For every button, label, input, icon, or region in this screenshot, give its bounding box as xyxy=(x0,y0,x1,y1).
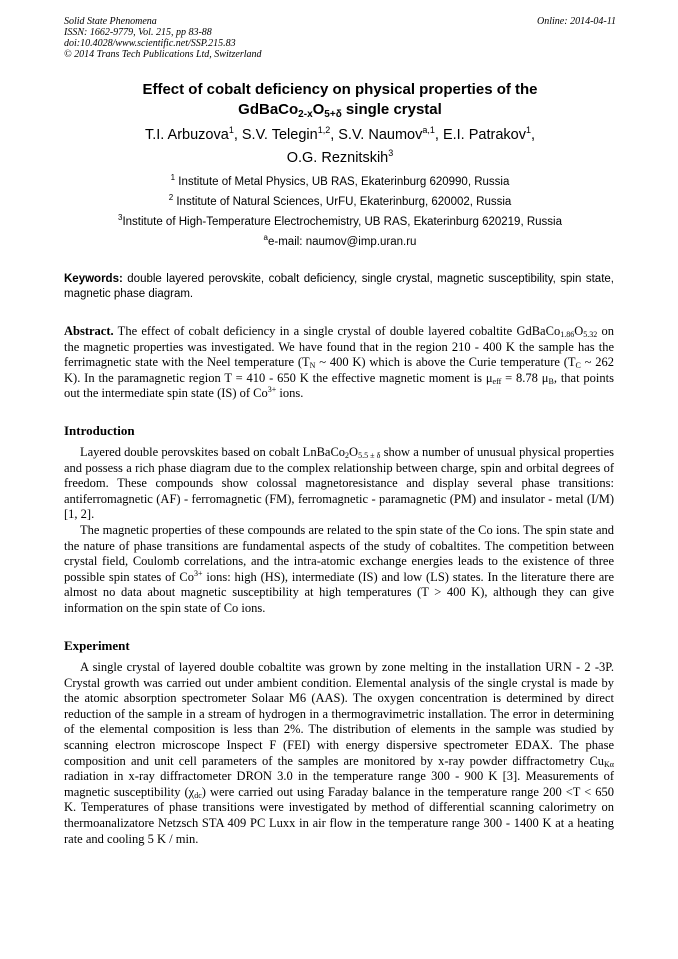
text-run: The effect of cobalt deficiency in a single crystal of double layered cobaltite GdBaCo xyxy=(113,324,561,338)
affiliation-3 xyxy=(64,212,616,232)
subscript: N xyxy=(309,361,316,371)
text-run: = 8.78 μ xyxy=(501,370,549,385)
title-end: single crystal xyxy=(341,101,442,118)
experiment-paragraph xyxy=(64,660,614,847)
experiment-heading: Experiment xyxy=(64,638,130,653)
keywords-block xyxy=(64,272,614,302)
issn: ISSN: 1662-9779, Vol. 215, pp 83-88 xyxy=(64,27,212,38)
text-run: , that points out the intermediate spin state (IS) of Co xyxy=(64,370,614,401)
affil-mark: 3 xyxy=(118,213,123,222)
text-run: O xyxy=(574,324,584,338)
formula-part: O xyxy=(312,101,325,118)
affiliation-2 xyxy=(64,192,616,212)
author-affil-mark: a,1 xyxy=(422,125,435,135)
affil-text: Institute of High-Temperature Electrochemistry, UB RAS, Ekaterinburg 620219, Russia xyxy=(122,216,562,228)
text-run: radiation in x-ray diffractometer DRON 3.0 in the temperature range 300 - 900 K [3]. Measurements of magnetic susceptibility (χ xyxy=(64,769,614,799)
text-run: A single crystal of layered double cobaltite was grown by zone melting in the installation URN - 2 -3P. Crystal growth was carried out under ambient condition. Elemental analysis of the single crystal is made by the atomic absorption spectrometer Solaar M6 (AAS). The oxygen concentration is determined by direct reduction of the sample in a stream of hydrogen in a thermogravimetric installation. The error in determining of the elemental composition is less than 2%. The distribution of elements in the sample was studied by scanning electron microscope Inspect F (FEI) with energy dispersive spectrometer EDAX. The phase composition and unit cell parameters of the samples are monitored by x-ray powder diffractometry Cu xyxy=(64,660,614,768)
author-name: O.G. Reznitskih xyxy=(286,150,389,166)
text-run: The magnetic properties of these compounds are related to the spin state of the Co ions. The spin state and the nature of phase transitions are fundamental aspects of the study of cobaltites. The competition between crystal field, Coulomb correlations, and the intra-atomic exchange energies leads to the existence of three possible spin states of Co xyxy=(64,522,614,584)
journal-name: Solid State Phenomena xyxy=(64,16,157,27)
authors-line-1: T.I. Arbuzova$^1$, S.V. Telegin$^{1,2}$, S.V. Naumov$^{a,1}$, E.I. Patrakov$^1$, xyxy=(144,125,535,143)
authors-line-2 xyxy=(64,147,616,170)
abstract-paragraph xyxy=(64,324,614,402)
abstract-label: Abstract. xyxy=(64,324,114,338)
keywords-label: Keywords: xyxy=(64,273,123,285)
author-affil-mark: 3 xyxy=(388,148,394,158)
subscript: 2 xyxy=(345,451,350,460)
text-run: ~ 262 K). In the paramagnetic region T = 410 - 650 K the effective magnetic moment is μ xyxy=(64,355,614,385)
author-name: E.I. Patrakov xyxy=(442,127,526,143)
online-date: Online: 2014-04-11 xyxy=(537,16,616,27)
subscript: 5.5 ± δ xyxy=(358,451,381,460)
text-run: ions. xyxy=(276,386,304,401)
subscript: C xyxy=(575,361,581,371)
intro-paragraph-2 xyxy=(64,523,614,617)
subscript: Kα xyxy=(604,759,614,769)
doi: doi:10.4028/www.scientific.net/SSP.215.83 xyxy=(64,38,236,49)
affiliations xyxy=(64,172,616,252)
affil-mark: a xyxy=(263,233,268,242)
formula-subscript: 5+δ xyxy=(324,109,342,120)
email-line xyxy=(64,232,616,252)
affil-text: Institute of Natural Sciences, UrFU, Ekaterinburg, 620002, Russia xyxy=(176,196,512,208)
subscript: 1.86 xyxy=(560,330,575,339)
subscript: 5.32 xyxy=(583,330,598,339)
text-run: Layered double perovskites based on cobalt LnBaCo xyxy=(80,445,346,459)
formula-subscript: 2-x xyxy=(298,109,313,120)
text-run: O xyxy=(349,445,359,459)
text-run: ~ 400 K) which is above the Curie temperature (T xyxy=(315,355,576,370)
text-run: on the magnetic properties was investigated. We have found that in the region 210 - 400 K the sample has the ferrimagnetic state with the Neel temperature (T xyxy=(64,324,614,370)
copyright: © 2014 Trans Tech Publications Ltd, Switzerland xyxy=(64,49,262,60)
formula-part: GdBaCo xyxy=(238,101,299,118)
title-line-1: Effect of cobalt deficiency on physical properties of the xyxy=(142,81,538,98)
affil-text: Institute of Metal Physics, UB RAS, Ekaterinburg 620990, Russia xyxy=(178,176,510,188)
journal-header xyxy=(64,16,616,60)
affiliation-1 xyxy=(64,172,616,192)
keywords-text: double layered perovskite, cobalt deficiency, single crystal, magnetic susceptibility, spin state, magnetic phase diagram. xyxy=(64,273,614,300)
experiment-block xyxy=(64,660,614,847)
text-run: ions: high (HS), intermediate (IS) and low (LS) states. In the literature there are almost no data about magnetic susceptibility at high temperatures (T > 400 K), although they can give information on the spin state of Co ions. xyxy=(64,569,614,615)
intro-paragraph-1 xyxy=(64,445,614,523)
abstract-block xyxy=(64,324,614,402)
author-affil-mark: 1,2 xyxy=(317,125,331,135)
introduction-block xyxy=(64,445,614,617)
subscript: B xyxy=(548,376,554,386)
title-line-2 xyxy=(64,100,616,120)
email-address: e-mail: naumov@imp.uran.ru xyxy=(268,236,417,248)
paper-title xyxy=(64,80,616,120)
text-run: show a number of unusual physical properties and possess a rich phase diagram due to the complex relationship between charge, spin and orbital degrees of freedom. These compounds show colossal magnetoresistance and display several phase transitions: antiferromagnetic (AF) - ferromagnetic (FM), ferromagnetic - paramagnetic (PM) and insulator - metal (I/M) [1, 2]. xyxy=(64,445,614,522)
author-name: S.V. Naumov xyxy=(338,127,423,143)
superscript: 3+ xyxy=(267,385,277,395)
affil-mark: 1 xyxy=(170,173,176,182)
author-affil-mark: 1 xyxy=(525,125,531,135)
introduction-heading: Introduction xyxy=(64,423,135,438)
subscript: dc xyxy=(194,790,202,800)
affil-mark: 2 xyxy=(168,193,174,202)
author-affil-mark: 1 xyxy=(228,125,234,135)
subscript: eff xyxy=(492,376,502,386)
author-list xyxy=(64,124,616,170)
superscript: 3+ xyxy=(194,568,203,578)
text-run: ) were carried out using Faraday balance in the temperature range 200 <T < 650 K. Temperatures of phase transitions were investigated by method of differential scanning calorimetry on thermoanalizatore Netzsch STA 409 PC Luxx in air flow in the temperature range 300 - 1400 K at a heating rate and cooling 5 K / min. xyxy=(64,784,615,846)
author-name: T.I. Arbuzova xyxy=(144,127,229,143)
author-name: S.V. Telegin xyxy=(241,127,318,143)
